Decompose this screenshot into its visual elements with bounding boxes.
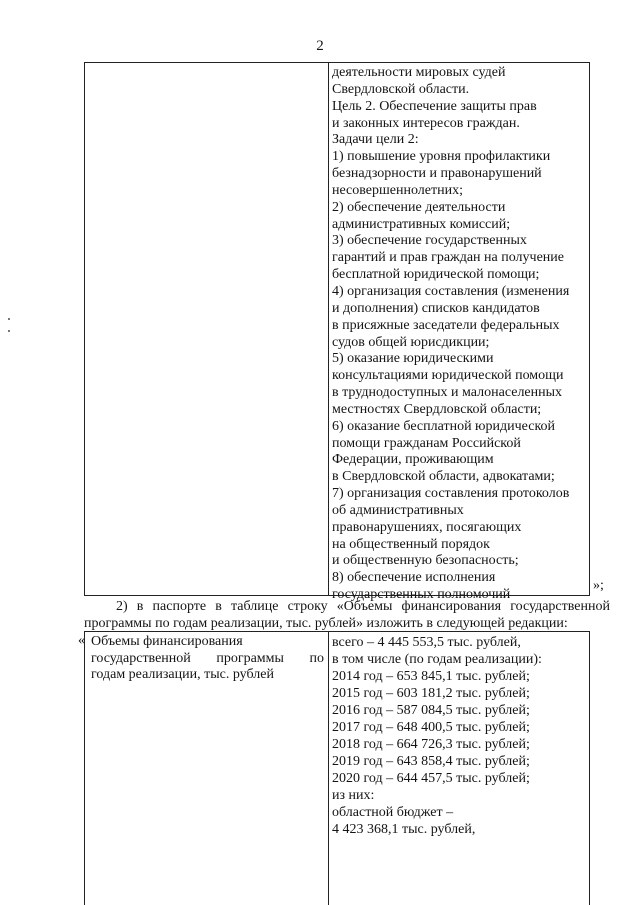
table-line: деятельности мировых судей bbox=[332, 65, 506, 80]
table-line: в присяжные заседатели федеральных bbox=[332, 317, 560, 333]
table-line: 5) оказание юридическими bbox=[332, 351, 494, 367]
table-line: и общественную безопасность; bbox=[332, 553, 519, 569]
table-line: и дополнения) списков кандидатов bbox=[332, 300, 540, 316]
funding-line: 2016 год – 587 084,5 тыс. рублей; bbox=[332, 703, 530, 718]
column-divider bbox=[328, 63, 329, 595]
goals-table bbox=[84, 62, 590, 603]
table-line: 2) обеспечение деятельности bbox=[332, 199, 506, 215]
table-line: безнадзорности и правонарушений bbox=[332, 166, 542, 182]
funding-line: 2019 год – 643 858,4 тыс. рублей; bbox=[332, 754, 530, 769]
table-line: местностях Свердловской области; bbox=[332, 401, 542, 417]
amendment-paragraph bbox=[84, 598, 610, 632]
funding-line: 2017 год – 648 400,5 тыс. рублей; bbox=[332, 720, 530, 735]
table-line: 3) обеспечение государственных bbox=[332, 233, 527, 249]
label-line: государственной программы по bbox=[91, 650, 324, 666]
funding-line: всего – 4 445 553,5 тыс. рублей, bbox=[332, 635, 521, 650]
table-line: гарантий и прав граждан на получение bbox=[332, 250, 564, 266]
closing-quote: »; bbox=[593, 578, 604, 593]
funding-line: 2015 год – 603 181,2 тыс. рублей; bbox=[332, 686, 530, 701]
table-line: правонарушениях, посягающих bbox=[332, 519, 522, 535]
funding-label-cell bbox=[91, 634, 324, 684]
table-line: Федерации, проживающим bbox=[332, 452, 494, 468]
table-line: Задачи цели 2: bbox=[332, 132, 419, 148]
goals-cell bbox=[332, 65, 588, 604]
table-line: 8) обеспечение исполнения bbox=[332, 570, 496, 586]
funding-line: 2020 год – 644 457,5 тыс. рублей; bbox=[332, 771, 530, 786]
opening-quote: « bbox=[78, 633, 85, 648]
table-line: помощи гражданам Российской bbox=[332, 435, 521, 451]
funding-line: областной бюджет – bbox=[332, 805, 454, 820]
paragraph-line: программы по годам реализации, тыс. рублей» изложить в следующей редакции: bbox=[84, 616, 568, 631]
funding-table bbox=[84, 631, 590, 905]
table-line: и законных интересов граждан. bbox=[332, 115, 520, 131]
table-line: Свердловской области. bbox=[332, 81, 470, 97]
table-line: бесплатной юридической помощи; bbox=[332, 267, 540, 283]
table-line: 7) организация составления протоколов bbox=[332, 486, 570, 502]
funding-line: 2018 год – 664 726,3 тыс. рублей; bbox=[332, 737, 530, 752]
funding-values-cell bbox=[332, 634, 588, 838]
funding-line: в том числе (по годам реализации): bbox=[332, 652, 542, 667]
table-line: 6) оказание бесплатной юридической bbox=[332, 418, 556, 434]
funding-line: 4 423 368,1 тыс. рублей, bbox=[332, 822, 476, 837]
table-line: об административных bbox=[332, 502, 464, 518]
column-divider bbox=[328, 632, 329, 905]
table-line: на общественный порядок bbox=[332, 536, 490, 552]
scan-speck bbox=[8, 318, 10, 320]
paragraph-line: 2) в паспорте в таблице строку «Объемы финансирования государственной bbox=[116, 599, 610, 614]
funding-line: из них: bbox=[332, 788, 375, 803]
label-line: Объемы финансирования bbox=[91, 634, 243, 649]
page-number: 2 bbox=[316, 38, 324, 54]
label-line: годам реализации, тыс. рублей bbox=[91, 667, 274, 682]
table-line: государственных полномочий bbox=[332, 587, 511, 603]
table-line: судов общей юрисдикции; bbox=[332, 334, 490, 350]
scan-speck bbox=[8, 330, 10, 332]
funding-line: 2014 год – 653 845,1 тыс. рублей; bbox=[332, 669, 530, 684]
table-line: 1) повышение уровня профилактики bbox=[332, 149, 551, 165]
table-line: Цель 2. Обеспечение защиты прав bbox=[332, 98, 537, 114]
table-line: в Свердловской области, адвокатами; bbox=[332, 469, 555, 485]
table-line: административных комиссий; bbox=[332, 216, 511, 232]
table-line: 4) организация составления (изменения bbox=[332, 283, 570, 299]
table-line: в труднодоступных и малонаселенных bbox=[332, 385, 563, 401]
table-line: консультациями юридической помощи bbox=[332, 368, 564, 384]
table-line: несовершеннолетних; bbox=[332, 182, 463, 198]
